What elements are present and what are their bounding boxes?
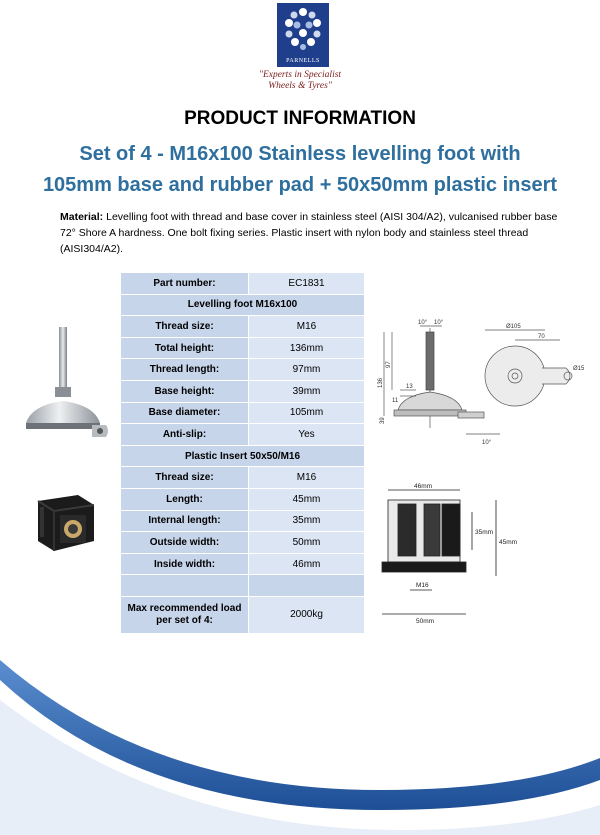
spec-key: Length:	[121, 488, 249, 510]
dim-width: 70	[538, 334, 545, 340]
spec-key: Inside width:	[121, 553, 249, 575]
material-text: Levelling foot with thread and base cover in stainless steel (AISI 304/A2), vulcanised rubber base 72° Shore A hardness. One bolt fixing series. Plastic insert with nylon body and stainless steel thread (AISI304/A2).	[60, 211, 558, 255]
spec-value: 97mm	[249, 359, 365, 381]
spec-key: Total height:	[121, 337, 249, 359]
dim-total: 136	[378, 377, 384, 388]
table-row-blank	[121, 575, 365, 597]
levelling-foot-drawing	[370, 318, 600, 453]
page-heading: PRODUCT INFORMATION	[184, 108, 416, 129]
tagline-line-2: Wheels & Tyres"	[268, 81, 332, 91]
spec-value: M16	[249, 316, 365, 338]
spec-table	[120, 272, 365, 634]
table-row	[121, 380, 365, 402]
part-number-value: EC1831	[249, 273, 365, 295]
part-number-label: Part number:	[121, 273, 249, 295]
table-row	[121, 553, 365, 575]
table-row	[121, 316, 365, 338]
dim-thread: 97	[386, 361, 392, 368]
logo-circles-icon	[277, 3, 329, 53]
table-row	[121, 596, 365, 633]
spec-value: 39mm	[249, 380, 365, 402]
dim-angle-base: 10°	[482, 440, 492, 446]
spec-key: Anti-slip:	[121, 424, 249, 446]
section-header-foot	[121, 294, 365, 316]
spec-value: M16	[249, 467, 365, 489]
spec-key: Internal length:	[121, 510, 249, 532]
dim-13: 13	[406, 384, 413, 390]
table-row	[121, 488, 365, 510]
spec-value: 136mm	[249, 337, 365, 359]
max-load-label: Max recommended load per set of 4:	[121, 596, 249, 633]
table-row	[121, 532, 365, 554]
dim-diameter: Ø105	[506, 324, 521, 330]
dim-depth: 35mm	[475, 529, 494, 536]
material-label: Material:	[60, 211, 104, 223]
table-row	[121, 359, 365, 381]
section-header-insert	[121, 445, 365, 467]
spec-value: 46mm	[249, 553, 365, 575]
dim-width-bottom: 50mm	[416, 618, 435, 625]
dim-thread-size: M16	[416, 582, 429, 589]
dim-width-top: 46mm	[414, 483, 433, 490]
table-row	[121, 337, 365, 359]
company-logo	[277, 3, 329, 67]
decorative-wave	[0, 640, 600, 835]
plastic-insert-image	[32, 493, 100, 557]
dim-height: 45mm	[499, 539, 518, 546]
dim-hole: Ø15	[573, 366, 585, 372]
levelling-foot-image	[22, 325, 112, 445]
table-row	[121, 510, 365, 532]
dim-angle-left: 10°	[418, 320, 428, 326]
tagline	[200, 70, 400, 92]
spec-value: 35mm	[249, 510, 365, 532]
plastic-insert-drawing	[378, 478, 528, 628]
spec-value: 50mm	[249, 532, 365, 554]
spec-key: Base height:	[121, 380, 249, 402]
dim-11: 11	[392, 398, 399, 404]
table-row	[121, 467, 365, 489]
product-title-line-2: 105mm base and rubber pad + 50x50mm plastic insert	[42, 174, 558, 196]
section-title-foot: Levelling foot M16x100	[121, 294, 365, 316]
product-title	[0, 139, 600, 201]
material-description	[60, 209, 565, 257]
spec-value: 45mm	[249, 488, 365, 510]
max-load-value: 2000kg	[249, 596, 365, 633]
dim-39: 39	[380, 417, 386, 424]
spec-value: 105mm	[249, 402, 365, 424]
product-title-line-1: Set of 4 - M16x100 Stainless levelling foot with	[79, 143, 521, 165]
spec-value: Yes	[249, 424, 365, 446]
spec-key: Thread size:	[121, 467, 249, 489]
table-row	[121, 402, 365, 424]
spec-key: Outside width:	[121, 532, 249, 554]
logo-brand-text: PARNELLS	[286, 58, 320, 64]
spec-key: Base diameter:	[121, 402, 249, 424]
spec-key: Thread length:	[121, 359, 249, 381]
spec-key: Thread size:	[121, 316, 249, 338]
table-row	[121, 273, 365, 295]
dim-angle-right: 10°	[434, 320, 444, 326]
table-row	[121, 424, 365, 446]
section-title-insert: Plastic Insert 50x50/M16	[121, 445, 365, 467]
tagline-line-1: "Experts in Specialist	[258, 70, 342, 80]
